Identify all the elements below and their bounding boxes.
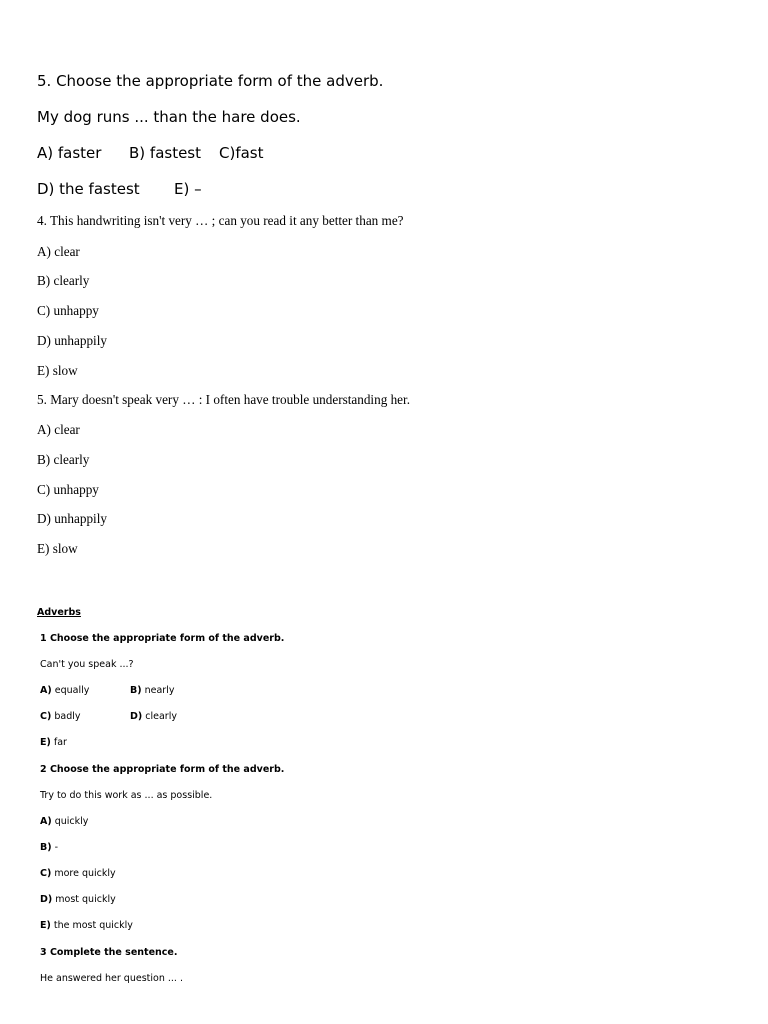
option-letter: D) [130,711,143,722]
question-4-option: D) unhappily [37,333,107,348]
adverbs-q1-option-e [40,737,67,748]
option-letter: D) [40,894,53,905]
option-text: quickly [54,816,89,827]
option-letter: C) [40,868,52,879]
adverbs-q1-option-c [40,711,81,722]
question-5b-option: C) unhappy [37,482,99,497]
adverbs-q2-prompt [40,764,284,775]
question-5-option-a: A) faster [37,144,102,162]
adverbs-q2-option-e [40,920,133,931]
question-5b-option: E) slow [37,541,78,556]
question-5b-text: 5. Mary doesn't speak very … : I often have trouble understanding her. [37,392,410,407]
question-4-option: C) unhappy [37,303,99,318]
adverbs-q3-sentence: He answered her question ... . [40,973,183,984]
question-4-option: E) slow [37,363,78,378]
adverbs-q1-option-a [40,685,89,696]
adverbs-q2-option-a [40,816,88,827]
option-text: clearly [145,711,177,722]
question-prompt: Complete the sentence. [49,947,178,958]
question-5b-option: B) clearly [37,452,90,467]
question-5-title: 5. Choose the appropriate form of the adverb. [37,72,384,90]
question-4-option: A) clear [37,244,80,259]
option-text: badly [54,711,81,722]
option-text: nearly [144,685,175,696]
option-letter: A) [40,816,52,827]
option-letter: C) [40,711,52,722]
section-heading: Adverbs [37,607,81,618]
question-4-option: B) clearly [37,273,90,288]
option-letter: B) [40,842,52,853]
option-text: equally [54,685,90,696]
option-letter: E) [40,920,51,931]
adverbs-q2-option-c [40,868,116,879]
adverbs-q1-prompt [40,633,284,644]
adverbs-q1-option-d [130,711,177,722]
adverbs-q2-option-b [40,842,58,853]
question-5-sentence: My dog runs ... than the hare does. [37,108,301,126]
question-4-text: 4. This handwriting isn't very … ; can you read it any better than me? [37,213,404,228]
option-text: far [53,737,67,748]
question-5-option-e: E) – [174,180,202,198]
option-letter: E) [40,737,51,748]
adverbs-q3-prompt [40,947,177,958]
question-5b-option: A) clear [37,422,80,437]
question-5-option-c: C)fast [219,144,264,162]
adverbs-q1-option-b [130,685,174,696]
question-number: 1 [40,633,47,644]
question-prompt: Choose the appropriate form of the adverb. [49,764,285,775]
option-text: the most quickly [53,920,133,931]
adverbs-q2-option-d [40,894,116,905]
option-letter: B) [130,685,142,696]
option-text: - [54,842,59,853]
adverbs-q1-sentence: Can't you speak ...? [40,659,134,670]
question-number: 3 [40,947,47,958]
question-5-option-b: B) fastest [129,144,202,162]
question-number: 2 [40,764,47,775]
option-text: most quickly [55,894,116,905]
question-5-option-d: D) the fastest [37,180,140,198]
option-letter: A) [40,685,52,696]
question-5b-option: D) unhappily [37,511,107,526]
option-text: more quickly [54,868,116,879]
adverbs-q2-sentence: Try to do this work as ... as possible. [40,790,213,801]
question-prompt: Choose the appropriate form of the adverb. [49,633,285,644]
